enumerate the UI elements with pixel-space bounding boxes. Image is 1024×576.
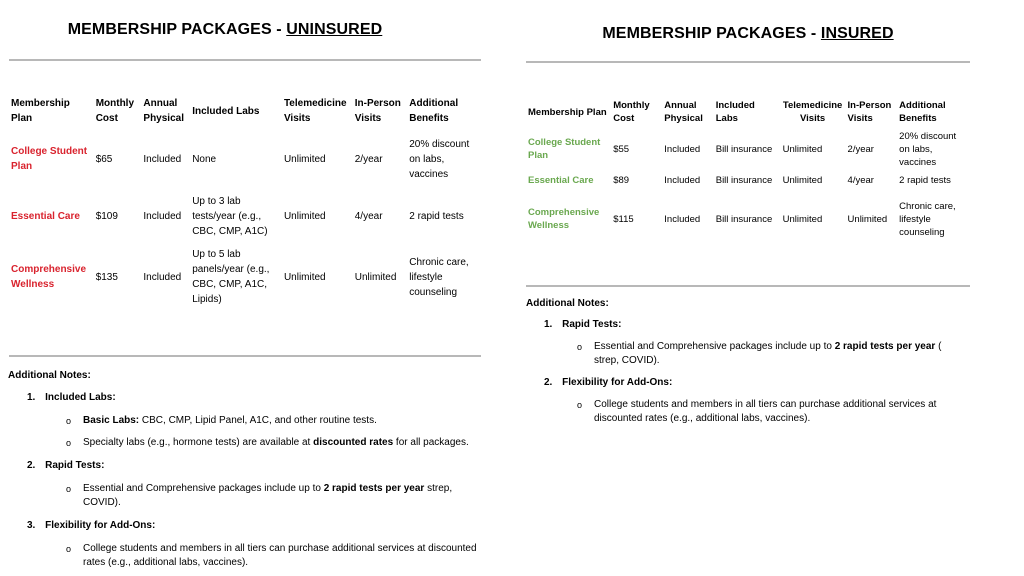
note-text: ( strep, COVID). — [594, 341, 942, 366]
uninsured-notes-divider — [9, 355, 481, 357]
list-item — [27, 519, 481, 570]
insured-title — [526, 25, 970, 43]
insured-title-prefix: MEMBERSHIP PACKAGES - — [602, 25, 821, 42]
table-row — [9, 189, 481, 243]
note-title: Rapid Tests: — [562, 319, 622, 330]
annual-physical: Included — [664, 213, 701, 225]
note-text: Specialty labs (e.g., hormone tests) are available at — [83, 437, 314, 448]
in-person-visits: 4/year — [847, 174, 874, 186]
plan-name: Comprehensive Wellness — [528, 207, 600, 231]
annual-physical: Included — [143, 271, 182, 283]
header-annual-physical: Annual Physical — [143, 98, 184, 124]
header-telemedicine-visits: Telemedicine Visits — [782, 100, 843, 124]
additional-benefits: Chronic care, lifestyle counseling — [409, 256, 469, 298]
telemedicine-visits: Unlimited — [283, 153, 326, 165]
note-text: College students and members in all tiers can purchase additional services at discounted rates (e.g., additional labs, vaccines). — [83, 543, 477, 568]
plan-name: College Student Plan — [11, 146, 88, 172]
monthly-cost: $115 — [613, 213, 634, 225]
header-additional-benefits: Additional Benefits — [899, 100, 946, 124]
notes-list — [526, 318, 970, 426]
table-row — [9, 129, 481, 189]
list-item — [66, 414, 481, 428]
note-bold-text: Basic Labs: — [83, 415, 140, 426]
note-bold-text: discounted rates — [313, 437, 394, 448]
in-person-visits: 2/year — [847, 143, 874, 155]
insured-notes — [526, 297, 970, 426]
note-bold-text: 2 rapid tests per year — [834, 341, 936, 352]
table-row — [526, 169, 970, 191]
note-number: 1. — [27, 392, 36, 403]
bullet-icon: o — [577, 400, 583, 410]
header-in-person-visits: In-Person Visits — [354, 98, 401, 124]
header-included-labs: Included Labs — [715, 100, 755, 124]
included-labs: Bill insurance — [715, 213, 773, 225]
additional-benefits: Chronic care, lifestyle counseling — [899, 200, 956, 238]
additional-benefits: 2 rapid tests — [409, 210, 464, 222]
telemedicine-visits: Unlimited — [283, 271, 326, 283]
insured-table-header-row — [526, 95, 970, 129]
note-number: 2. — [544, 377, 553, 388]
insured-document — [526, 0, 970, 426]
in-person-visits: Unlimited — [354, 271, 397, 283]
insured-title-underlined: INSURED — [820, 25, 894, 42]
uninsured-table-header-row — [9, 93, 481, 129]
insured-notes-divider — [526, 285, 970, 287]
in-person-visits: 4/year — [354, 210, 383, 222]
list-item — [544, 376, 970, 426]
table-row — [9, 243, 481, 311]
note-title: Flexibility for Add-Ons: — [562, 377, 673, 388]
note-text: Essential and Comprehensive packages include up to — [83, 483, 324, 494]
header-monthly-cost: Monthly Cost — [613, 100, 650, 124]
uninsured-title — [0, 21, 481, 39]
monthly-cost: $65 — [95, 153, 113, 165]
note-sublist — [544, 398, 970, 426]
uninsured-plans-table — [9, 93, 481, 311]
plan-name: Essential Care — [528, 174, 594, 186]
notes-heading: Additional Notes: — [526, 298, 609, 309]
plan-name: Comprehensive Wellness — [11, 264, 87, 290]
list-item — [66, 436, 481, 450]
list-item — [66, 542, 493, 570]
included-labs: Up to 3 lab tests/year (e.g., CBC, CMP, A1C) — [192, 195, 268, 237]
note-number: 2. — [27, 460, 36, 471]
insured-top-divider — [526, 61, 970, 63]
note-text: CBC, CMP, Lipid Panel, A1C, and other routine tests. — [139, 415, 377, 426]
note-sublist — [544, 340, 970, 368]
header-monthly-cost: Monthly Cost — [95, 98, 135, 124]
included-labs: None — [192, 153, 217, 165]
monthly-cost: $135 — [95, 271, 118, 283]
list-item — [577, 340, 954, 368]
additional-benefits: 20% discount on labs, vaccines — [409, 138, 470, 180]
annual-physical: Included — [664, 143, 701, 155]
uninsured-title-prefix: MEMBERSHIP PACKAGES - — [67, 21, 287, 38]
note-bold-text: 2 rapid tests per year — [323, 483, 425, 494]
note-number: 3. — [27, 520, 36, 531]
included-labs: Bill insurance — [715, 174, 773, 186]
note-text: strep, COVID). — [83, 483, 453, 508]
additional-benefits: 20% discount on labs, vaccines — [899, 130, 957, 168]
bullet-icon: o — [66, 484, 72, 494]
note-sublist — [27, 414, 481, 450]
uninsured-document — [9, 0, 481, 570]
notes-list — [9, 391, 481, 570]
header-telemedicine-visits: Telemedicine Visits — [283, 98, 347, 124]
telemedicine-visits: Unlimited — [782, 213, 823, 225]
note-title: Flexibility for Add-Ons: — [45, 520, 156, 531]
monthly-cost: $55 — [613, 143, 630, 155]
note-number: 1. — [544, 319, 553, 330]
note-text: Essential and Comprehensive packages include up to — [594, 341, 835, 352]
note-sublist — [27, 482, 481, 510]
telemedicine-visits: Unlimited — [782, 143, 823, 155]
uninsured-notes — [9, 369, 481, 570]
bullet-icon: o — [66, 438, 72, 448]
annual-physical: Included — [143, 210, 182, 222]
telemedicine-visits: Unlimited — [283, 210, 326, 222]
plan-name: College Student Plan — [528, 137, 601, 161]
additional-benefits: 2 rapid tests — [899, 174, 951, 186]
note-title: Included Labs: — [45, 392, 116, 403]
header-additional-benefits: Additional Benefits — [409, 98, 459, 124]
list-item — [27, 459, 481, 510]
included-labs: Bill insurance — [715, 143, 773, 155]
uninsured-top-divider — [9, 59, 481, 61]
header-membership-plan: Membership Plan — [11, 98, 70, 124]
monthly-cost: $89 — [613, 174, 630, 186]
bullet-icon: o — [66, 544, 72, 554]
list-item — [27, 391, 481, 450]
note-title: Rapid Tests: — [45, 460, 105, 471]
included-labs: Up to 5 lab panels/year (e.g., CBC, CMP, A1C, Lipids) — [192, 249, 270, 305]
table-row — [526, 129, 970, 169]
header-annual-physical: Annual Physical — [664, 100, 703, 124]
list-item — [544, 318, 970, 368]
uninsured-title-underlined: UNINSURED — [286, 21, 383, 38]
header-included-labs: Included Labs — [192, 105, 260, 117]
in-person-visits: 2/year — [354, 153, 383, 165]
note-sublist — [27, 542, 481, 570]
monthly-cost: $109 — [95, 210, 118, 222]
header-membership-plan: Membership Plan — [528, 106, 607, 118]
header-in-person-visits: In-Person Visits — [847, 100, 892, 124]
list-item — [66, 482, 463, 510]
annual-physical: Included — [143, 153, 182, 165]
note-text: for all packages. — [393, 437, 469, 448]
table-row — [526, 191, 970, 247]
notes-heading: Additional Notes: — [8, 370, 91, 381]
annual-physical: Included — [664, 174, 701, 186]
plan-name: Essential Care — [11, 210, 80, 222]
in-person-visits: Unlimited — [847, 213, 888, 225]
note-text: College students and members in all tiers can purchase additional services at discounted rates (e.g., additional labs, vaccines). — [594, 399, 937, 424]
telemedicine-visits: Unlimited — [782, 174, 823, 186]
bullet-icon: o — [66, 416, 72, 426]
bullet-icon: o — [577, 342, 583, 352]
list-item — [577, 398, 974, 426]
insured-plans-table — [526, 95, 970, 247]
